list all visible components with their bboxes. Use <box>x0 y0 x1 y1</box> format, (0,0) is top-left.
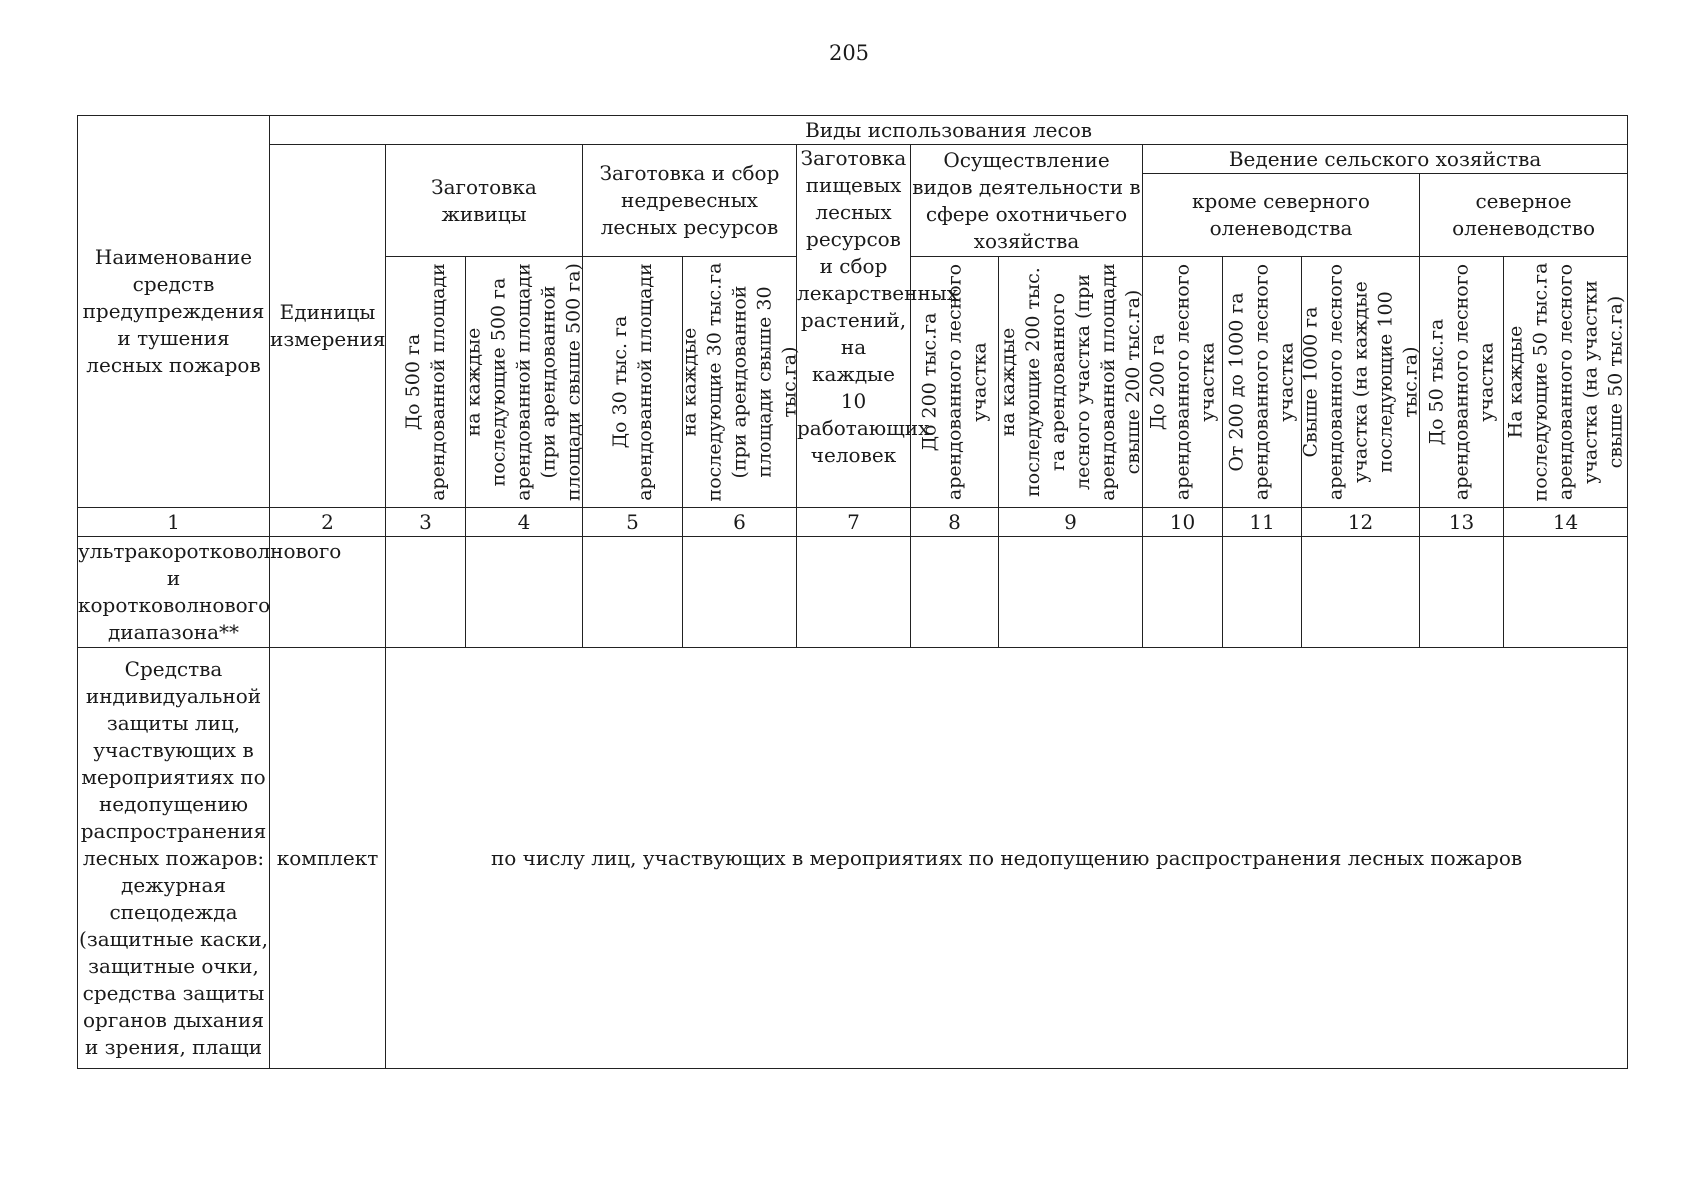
header-col-6: на каждые последующие 30 тыс.га (при арендованной площади свыше 30 тыс.га) <box>683 257 797 508</box>
header-group-hunt: Осуществление видов деятельности в сфере охотничьего хозяйства <box>911 145 1143 257</box>
header-units-cell: Единицы измерения <box>270 145 386 508</box>
header-title-cell: Виды использования лесов <box>270 116 1628 145</box>
column-number: 1 <box>78 508 270 537</box>
empty-cell <box>466 537 583 648</box>
header-sub-north: северное оленеводство <box>1420 174 1628 257</box>
header-col-3: До 500 га арендованной площади <box>386 257 466 508</box>
column-number: 2 <box>270 508 386 537</box>
column-number: 11 <box>1223 508 1302 537</box>
header-col-13: До 50 тыс.га арендованного лесного участка <box>1420 257 1504 508</box>
empty-cell <box>797 537 911 648</box>
empty-cell <box>911 537 999 648</box>
table-row <box>78 537 1628 648</box>
header-name-cell: Наименование средств предупреждения и тушения лесных пожаров <box>78 116 270 508</box>
header-group-agri: Ведение сельского хозяйства <box>1143 145 1628 174</box>
column-number: 10 <box>1143 508 1223 537</box>
empty-cell <box>1504 537 1628 648</box>
header-group-pisch: Заготовка пищевых лесных ресурсов и сбор лекарственных растений, на каждые 10 работающих человек <box>797 145 911 508</box>
table-row <box>78 648 1628 1069</box>
header-col-10: До 200 га арендованного лесного участка <box>1143 257 1223 508</box>
header-group-zhivitsa: Заготовка живицы <box>386 145 583 257</box>
merged-value-cell: по числу лиц, участвующих в мероприятиях по недопущению распространения лесных пожаров <box>386 648 1628 1069</box>
header-col-5: До 30 тыс. га арендованной площади <box>583 257 683 508</box>
column-number: 14 <box>1504 508 1628 537</box>
header-col-4: на каждые последующие 500 га арендованной площади (при арендованной площади свыше 500 га) <box>466 257 583 508</box>
row-name-cell: Средства индивидуальной защиты лиц, участвующих в мероприятиях по недопущению распространения лесных пожаров: дежурная спецодежда (защитные каски, защитные очки, средства защиты органов дыхания и зрения, плащи <box>78 648 270 1069</box>
empty-cell <box>1223 537 1302 648</box>
empty-cell <box>386 537 466 648</box>
column-number-row <box>78 508 1628 537</box>
column-number: 3 <box>386 508 466 537</box>
page-number: 205 <box>828 41 870 65</box>
header-group-nedrev: Заготовка и сбор недревесных лесных ресурсов <box>583 145 797 257</box>
header-col-12: Свыше 1000 га арендованного лесного участка (на каждые последующие 100 тыс.га) <box>1302 257 1420 508</box>
column-number: 7 <box>797 508 911 537</box>
empty-cell <box>999 537 1143 648</box>
row-name-cell: ультракоротковолнового и коротковолнового диапазона** <box>78 537 270 648</box>
column-number: 5 <box>583 508 683 537</box>
column-number: 8 <box>911 508 999 537</box>
header-col-8: До 200 тыс.га арендованного лесного участка <box>911 257 999 508</box>
empty-cell <box>583 537 683 648</box>
empty-cell <box>1302 537 1420 648</box>
forest-fire-means-table <box>77 115 1628 1069</box>
empty-cell <box>1420 537 1504 648</box>
header-col-11: От 200 до 1000 га арендованного лесного участка <box>1223 257 1302 508</box>
column-number: 13 <box>1420 508 1504 537</box>
column-number: 4 <box>466 508 583 537</box>
header-col-14: На каждые последующие 50 тыс.га арендованного лесного участка (на участки свыше 50 тыс.га) <box>1504 257 1628 508</box>
row-unit-cell: комплект <box>270 648 386 1069</box>
column-number: 12 <box>1302 508 1420 537</box>
header-sub-non-north: кроме северного оленеводства <box>1143 174 1420 257</box>
empty-cell <box>1143 537 1223 648</box>
column-number: 9 <box>999 508 1143 537</box>
column-number: 6 <box>683 508 797 537</box>
header-col-9: на каждые последующие 200 тыс. га арендованного лесного участка (при арендованной площади свыше 200 тыс.га) <box>999 257 1143 508</box>
empty-cell <box>683 537 797 648</box>
